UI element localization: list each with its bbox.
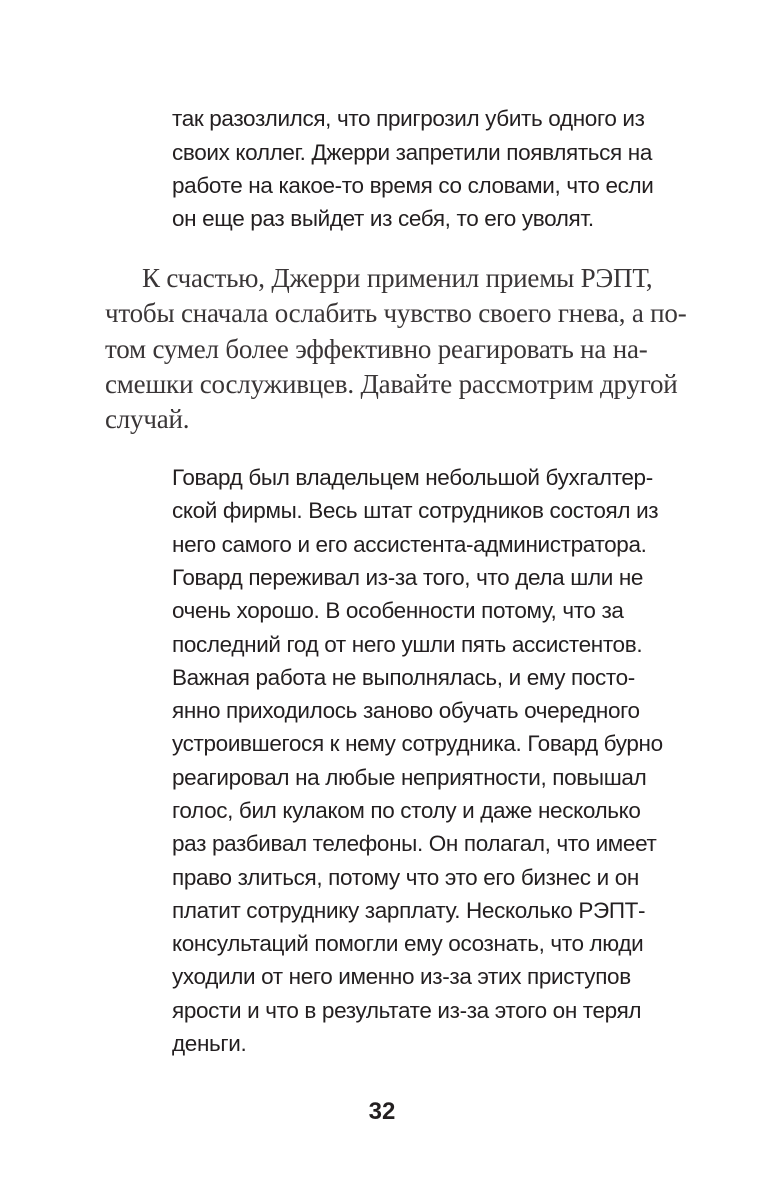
text-line: он еще раз выйдет из себя, то его уволят. — [172, 206, 594, 231]
text-line: работе на какое-то время со словами, что если — [172, 173, 654, 198]
text-line: ской фирмы. Весь штат сотрудников состоял из — [172, 498, 659, 523]
text-line: право злиться, потому что это его бизнес и он — [172, 865, 639, 890]
text-line: последний год от него ушли пять ассистентов. — [172, 632, 643, 657]
text-line: него самого и его ассистента-администратора. — [172, 532, 647, 557]
text-line: Говард был владельцем небольшой бухгалтер- — [172, 465, 653, 490]
text-line: чтобы сначала ослабить чувство своего гнева, а по- — [105, 298, 687, 328]
text-line: голос, бил кулаком по столу и даже несколько — [172, 798, 641, 823]
text-line: случай. — [105, 404, 190, 434]
text-line: ярости и что в результате из-за этого он терял — [172, 998, 642, 1023]
text-line: очень хорошо. В особенности потому, что за — [172, 598, 624, 623]
text-line: платит сотруднику зарплату. Несколько РЭПТ- — [172, 898, 646, 923]
text-line: деньги. — [172, 1031, 247, 1056]
page-number: 32 — [368, 1098, 396, 1125]
text-line: том сумел более эффективно реагировать на на- — [105, 334, 648, 364]
text-line: К счастью, Джерри применил приемы РЭПТ, — [142, 263, 653, 293]
text-line: устроившегося к нему сотрудника. Говард бурно — [172, 731, 663, 756]
text-line: смешки сослуживцев. Давайте рассмотрим другой — [105, 369, 678, 399]
text-line: раз разбивал телефоны. Он полагал, что имеет — [172, 831, 657, 856]
text-line: янно приходилось заново обучать очередного — [172, 698, 640, 723]
text-line: своих коллег. Джерри запретили появляться на — [172, 140, 653, 165]
text-line: Важная работа не выполнялась, и ему посто- — [172, 665, 635, 690]
text-line: реагировал на любые неприятности, повышал — [172, 765, 647, 790]
text-line: Говард переживал из-за того, что дела шли не — [172, 565, 644, 590]
text-line: уходили от него именно из-за этих приступов — [172, 964, 631, 989]
text-line: консультаций помогли ему осознать, что люди — [172, 931, 644, 956]
text-line: так разозлился, что пригрозил убить одного из — [172, 106, 645, 131]
